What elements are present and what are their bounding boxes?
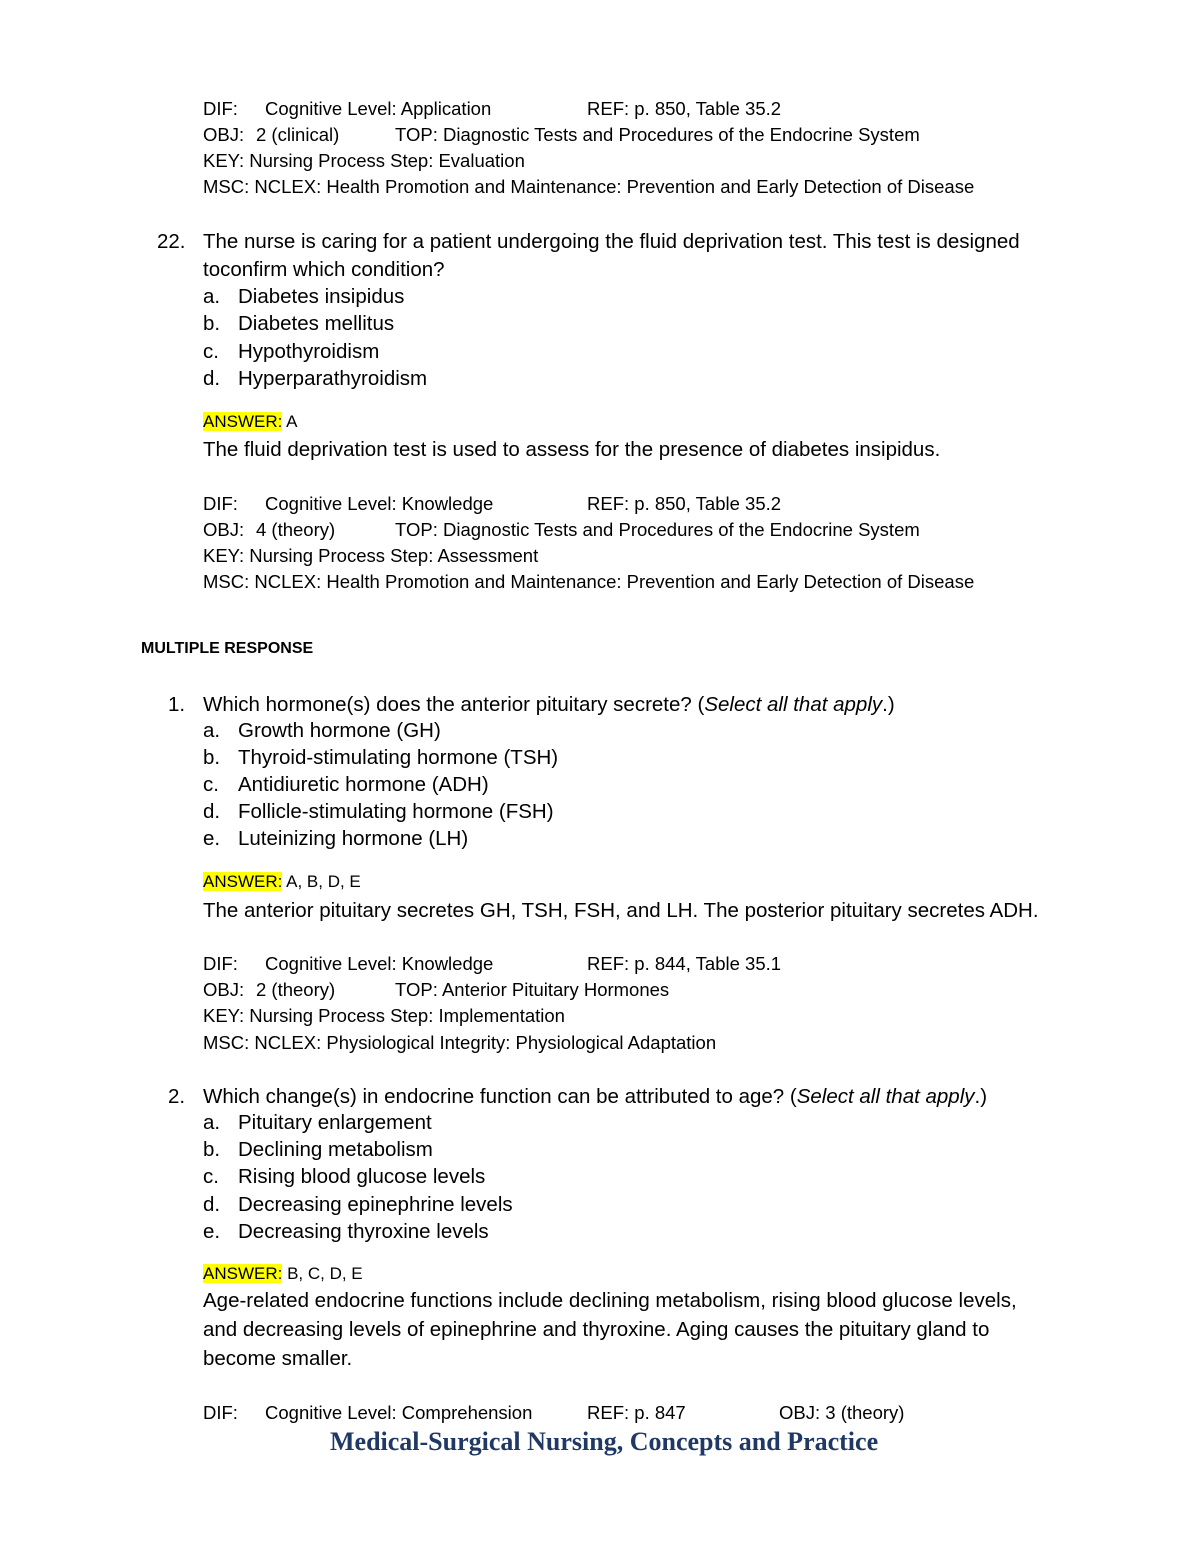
question-end: .): [882, 693, 895, 716]
option-letter: c.: [203, 340, 219, 363]
question-stem: Which change(s) in endocrine function can be attributed to age? (: [203, 1085, 797, 1108]
option-text: Follicle-stimulating hormone (FSH): [238, 800, 554, 823]
option-text: Declining metabolism: [238, 1138, 433, 1161]
option-letter: d.: [203, 1193, 221, 1216]
obj-label: OBJ:: [203, 124, 245, 145]
obj-label: OBJ:: [203, 979, 245, 1000]
question-text: [203, 691, 895, 718]
dif-value: Cognitive Level: Application: [265, 98, 492, 119]
rationale-line3: become smaller.: [203, 1347, 353, 1370]
question-number: 2.: [168, 1085, 186, 1108]
option-letter: d.: [203, 367, 221, 390]
option-text: Rising blood glucose levels: [238, 1165, 486, 1188]
question-stem: Which hormone(s) does the anterior pituitary secrete? (: [203, 693, 705, 716]
option-letter: b.: [203, 1138, 221, 1161]
answer-label: ANSWER:: [203, 1264, 283, 1283]
key-text: KEY: Nursing Process Step: Implementation: [203, 1005, 565, 1026]
dif-label: DIF:: [203, 953, 238, 974]
obj-value: 4 (theory): [256, 519, 336, 540]
option-letter: e.: [203, 827, 221, 850]
option-text: Hyperparathyroidism: [238, 367, 428, 390]
rationale: The fluid deprivation test is used to assess for the presence of diabetes insipidus.: [203, 438, 941, 461]
obj-value: 2 (clinical): [256, 124, 340, 145]
ref-text: REF: p. 844, Table 35.1: [587, 953, 782, 974]
option-text: Luteinizing hormone (LH): [238, 827, 469, 850]
question-text: [203, 1083, 987, 1110]
option-letter: d.: [203, 800, 221, 823]
option-letter: e.: [203, 1220, 221, 1243]
answer-line: [203, 1263, 363, 1285]
ref-text: REF: p. 850, Table 35.2: [587, 493, 782, 514]
dif-label: DIF:: [203, 98, 238, 119]
question-end: .): [974, 1085, 988, 1108]
option-text: Growth hormone (GH): [238, 719, 441, 742]
option-text: Diabetes insipidus: [238, 285, 405, 308]
option-letter: a.: [203, 1111, 221, 1134]
option-letter: b.: [203, 312, 221, 335]
key-text: KEY: Nursing Process Step: Assessment: [203, 545, 539, 566]
question-text-line2: toconfirm which condition?: [203, 258, 445, 281]
dif-label: DIF:: [203, 1402, 238, 1423]
footer-book-title: Medical-Surgical Nursing, Concepts and Practice: [330, 1427, 879, 1456]
rationale-line1: Age-related endocrine functions include declining metabolism, rising blood glucose levels,: [203, 1289, 1017, 1312]
answer-value: A, B, D, E: [286, 872, 361, 891]
option-text: Pituitary enlargement: [238, 1111, 432, 1134]
dif-value: Cognitive Level: Comprehension: [265, 1402, 533, 1423]
option-letter: a.: [203, 719, 221, 742]
answer-line: [203, 871, 361, 893]
answer-line: [203, 411, 297, 433]
option-text: Decreasing epinephrine levels: [238, 1193, 513, 1216]
dif-value: Cognitive Level: Knowledge: [265, 953, 494, 974]
ref-text: REF: p. 847: [587, 1402, 686, 1423]
obj-text: OBJ: 3 (theory): [779, 1402, 905, 1423]
top-text: TOP: Diagnostic Tests and Procedures of the Endocrine System: [395, 519, 920, 540]
section-heading: MULTIPLE RESPONSE: [141, 640, 314, 657]
select-all-note: Select all that apply: [704, 693, 883, 716]
option-letter: c.: [203, 773, 219, 796]
option-text: Thyroid-stimulating hormone (TSH): [238, 746, 559, 769]
answer-value: A: [286, 412, 298, 431]
question-number: 1.: [168, 693, 186, 716]
dif-value: Cognitive Level: Knowledge: [265, 493, 494, 514]
answer-value: B, C, D, E: [287, 1264, 363, 1283]
select-all-note: Select all that apply: [796, 1085, 975, 1108]
question-number: 22.: [157, 230, 186, 253]
obj-label: OBJ:: [203, 519, 245, 540]
dif-label: DIF:: [203, 493, 238, 514]
msc-text: MSC: NCLEX: Physiological Integrity: Physiological Adaptation: [203, 1032, 717, 1053]
option-letter: b.: [203, 746, 221, 769]
top-text: TOP: Diagnostic Tests and Procedures of the Endocrine System: [395, 124, 920, 145]
option-text: Decreasing thyroxine levels: [238, 1220, 489, 1243]
rationale-line2: and decreasing levels of epinephrine and thyroxine. Aging causes the pituitary gland to: [203, 1318, 990, 1341]
answer-label: ANSWER:: [203, 872, 283, 891]
answer-label: ANSWER:: [203, 412, 283, 431]
obj-value: 2 (theory): [256, 979, 336, 1000]
option-letter: c.: [203, 1165, 219, 1188]
key-text: KEY: Nursing Process Step: Evaluation: [203, 150, 525, 171]
top-text: TOP: Anterior Pituitary Hormones: [395, 979, 670, 1000]
msc-text: MSC: NCLEX: Health Promotion and Maintenance: Prevention and Early Detection of Disease: [203, 176, 975, 197]
rationale: The anterior pituitary secretes GH, TSH, FSH, and LH. The posterior pituitary secretes ADH.: [203, 899, 1039, 922]
question-text-line1: The nurse is caring for a patient undergoing the fluid deprivation test. This test is designed: [203, 230, 1020, 253]
option-text: Diabetes mellitus: [238, 312, 395, 335]
ref-text: REF: p. 850, Table 35.2: [587, 98, 782, 119]
option-text: Antidiuretic hormone (ADH): [238, 773, 489, 796]
msc-text: MSC: NCLEX: Health Promotion and Maintenance: Prevention and Early Detection of Disease: [203, 571, 975, 592]
option-text: Hypothyroidism: [238, 340, 380, 363]
option-letter: a.: [203, 285, 221, 308]
